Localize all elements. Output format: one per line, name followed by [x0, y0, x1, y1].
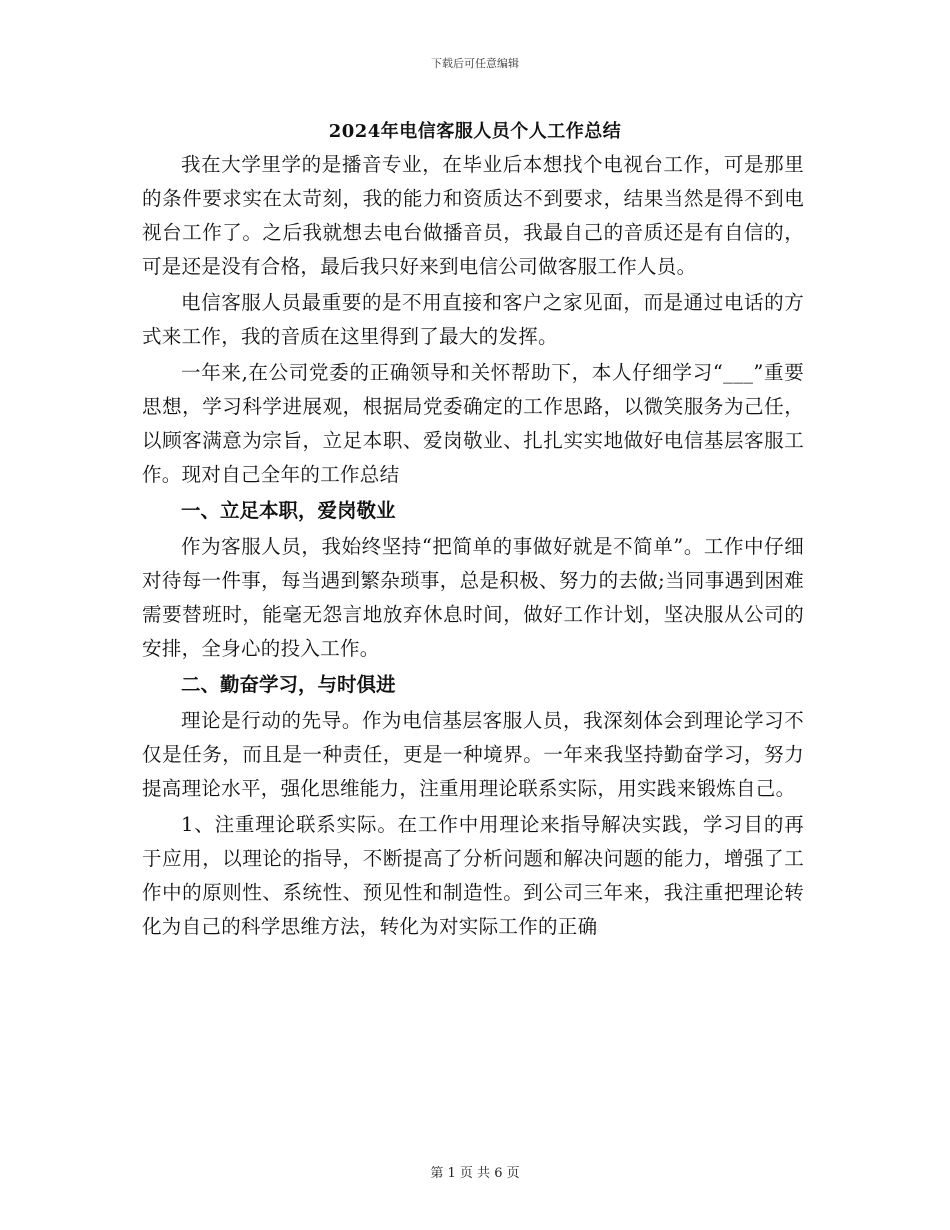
paragraph-2: 电信客服人员最重要的是不用直接和客户之家见面，而是通过电话的方式来工作，我的音质在这里得到了最大的发挥。: [142, 291, 804, 348]
paragraph-1: 我在大学里学的是播音专业，在毕业后本想找个电视台工作，可是那里的条件要求实在太苛刻，我的能力和资质达不到要求，结果当然是得不到电视台工作了。之后我就想去电台做播音员，我最自己的音质还是有自信的，可是还是没有合格，最后我只好来到电信公司做客服工作人员。: [142, 153, 804, 278]
paragraph-5: 理论是行动的先导。作为电信基层客服人员，我深刻体会到理论学习不仅是任务，而且是一种责任，更是一种境界。一年来我坚持勤奋学习，努力提高理论水平，强化思维能力，注重用理论联系实际，用实践来锻炼自己。: [142, 709, 804, 800]
section-heading-1: 一、立足本职，爱岗敬业: [181, 499, 396, 522]
paragraph-6: 1、注重理论联系实际。在工作中用理论来指导解决实践，学习目的再于应用，以理论的指导，不断提高了分析问题和解决问题的能力，增强了工作中的原则性、系统性、预见性和制造性。到公司三年来，我注重把理论转化为自己的科学思维方法，转化为对实际工作的正确: [142, 813, 804, 938]
paragraph-4: 作为客服人员，我始终坚持“把简单的事做好就是不简单”。工作中仔细对待每一件事，每当遇到繁杂琐事，总是积极、努力的去做;当同事遇到困难需要替班时，能毫无怨言地放弃休息时间，做好工作计划，坚决服从公司的安排，全身心的投入工作。: [142, 535, 804, 660]
document-title: 2024年电信客服人员个人工作总结: [328, 121, 622, 142]
document-body: [142, 148, 804, 946]
section-heading-2: 二、勤奋学习，与时俱进: [181, 673, 396, 696]
page-number: 第 1 页 共 6 页: [430, 1166, 520, 1181]
header-note: 下载后可任意编辑: [431, 57, 519, 70]
paragraph-3: 一年来,在公司党委的正确领导和关怀帮助下，本人仔细学习“___”重要思想，学习科学进展观，根据局党委确定的工作思路，以微笑服务为己任，以顾客满意为宗旨，立足本职、爱岗敬业、扎扎实实地做好电信基层客服工作。现对自己全年的工作总结: [142, 361, 804, 486]
